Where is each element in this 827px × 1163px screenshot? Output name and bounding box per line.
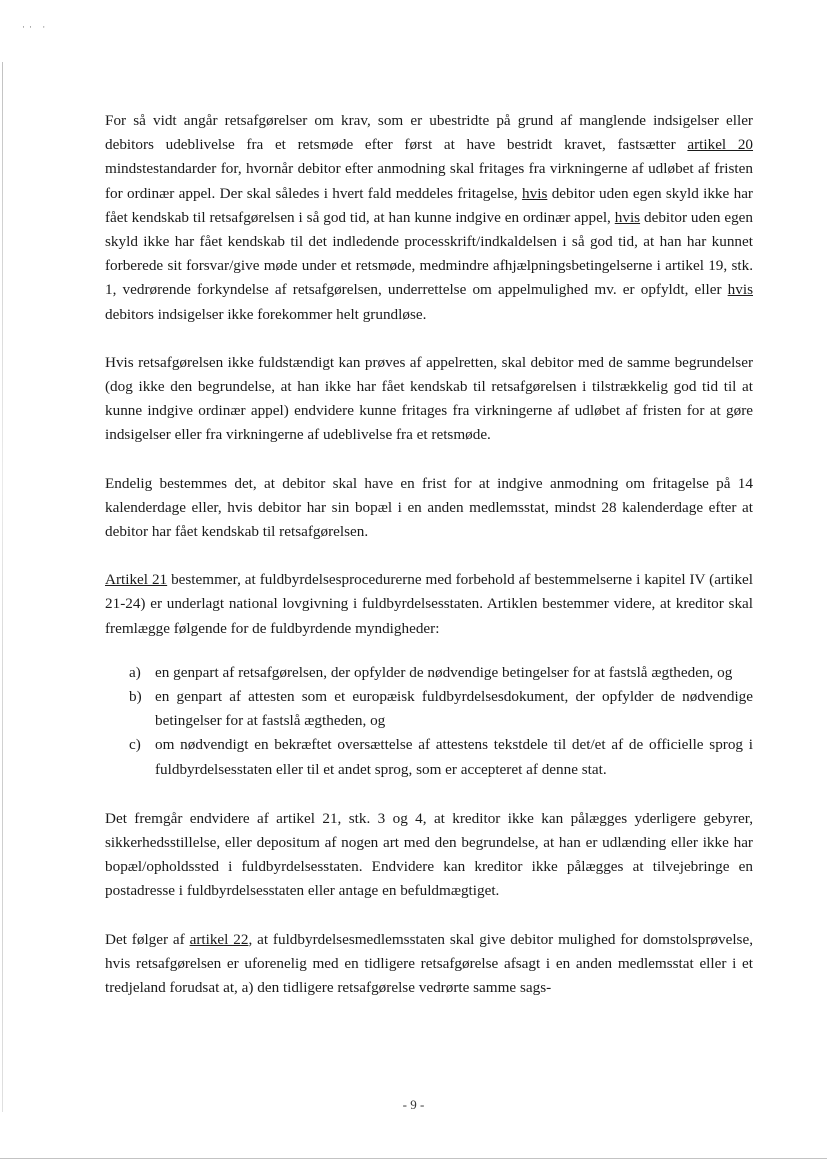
list-marker: a)	[129, 663, 141, 681]
list-marker: b)	[129, 688, 142, 706]
paragraph-5: Det fremgår endvidere af artikel 21, stk. 3 og 4, at kreditor ikke kan pålægges yderligere gebyrer, sikkerhedsstillelse, eller depositum af nogen art med den begrundelse, at han er udlænding eller ikke har bopæl/opholdssted i fuldbyrdelsesstaten. Endvidere kan kreditor ikke pålægges at tilvejebringe en postadresse i fuldbyrdelsesstaten eller antage en befuldmægtiget.	[105, 809, 753, 900]
requirements-list	[105, 661, 753, 782]
scan-specks: ·· ·	[22, 22, 50, 32]
list-item: a) en genpart af retsafgørelsen, der opfylder de nødvendige betingelser for at fastslå ægtheden, og	[105, 661, 753, 685]
page-number: - 9 -	[402, 1097, 425, 1112]
list-item: c) om nødvendigt en bekræftet oversættelse af attestens tekstdele til det/et af de officielle sprog i fuldbyrdelsesstaten eller til et andet sprog, som er accepteret af denne stat.	[105, 733, 753, 781]
paragraph-3: Endelig bestemmes det, at debitor skal have en frist for at indgive anmodning om fritagelse på 14 kalenderdage eller, hvis debitor har sin bopæl i en anden medlemsstat, mindst 28 kalenderdage efter at debitor har fået kendskab til retsafgørelsen.	[105, 474, 753, 541]
emphasis-hvis: hvis	[727, 281, 753, 299]
emphasis-hvis: hvis	[522, 184, 548, 202]
scan-edge-bottom	[0, 1158, 827, 1159]
emphasis-hvis: hvis	[614, 208, 641, 226]
paragraph-6: Det følger af artikel 22, at fuldbyrdelsesmedlemsstaten skal give debitor mulighed for domstolsprøvelse, hvis retsafgørelsen er uforenelig med en tidligere retsafgørelse afsagt i en anden medlemsstat eller i et tredjeland forudsat at, a) den tidligere retsafgørelse vedrørte samme sags-	[105, 930, 753, 997]
reference-artikel-20: artikel 20	[687, 136, 754, 154]
paragraph-4: Artikel 21 bestemmer, at fuldbyrdelsesprocedurerne med forbehold af bestemmelserne i kapitel IV (artikel 21-24) er underlagt national lovgivning i fuldbyrdelsesstaten. Artiklen bestemmer videre, at kreditor skal fremlægge følgende for de fuldbyrdende myndigheder:	[105, 571, 753, 637]
reference-artikel-22: artikel 22	[189, 930, 249, 948]
paragraph-1: For så vidt angår retsafgørelser om krav, som er ubestridte på grund af manglende indsigelser eller debitors udeblivelse fra et retsmøde efter først at have bestridt kravet, fastsætter artikel 20 mindstestandarder for, hvornår debitor efter anmodning skal fritages fra virkningerne af udløbet af fristen for ordinær appel. Der skal således i hvert fald meddeles fritagelse, hvis debitor uden egen skyld ikke har fået kendskab til retsafgørelsen i så god tid, at han kunne indgive en ordinær appel, hvis debitor uden egen skyld ikke har fået kendskab til det indledende processkrift/indkaldelsen i så god tid, at han har kunnet forberede sit forsvar/give møde under et retsmøde, medmindre afhjælpningsbetingelserne i artikel 19, stk. 1, vedrørende forkyndelse af retsafgørelsen, underrettelse om appelmulighed mv. er opfyldt, eller hvis debitors indsigelser ikke forekommer helt grundløse.	[105, 112, 754, 323]
body-text	[105, 109, 753, 1024]
reference-artikel-21: Artikel 21	[105, 571, 168, 589]
scan-edge-left	[2, 62, 3, 1112]
list-item: b) en genpart af attesten som et europæisk fuldbyrdelsesdokument, der opfylder de nødvendige betingelser for at fastslå ægtheden, og	[105, 685, 753, 733]
list-marker: c)	[129, 736, 141, 754]
paragraph-2: Hvis retsafgørelsen ikke fuldstændigt kan prøves af appelretten, skal debitor med de samme begrundelser (dog ikke den begrundelse, at han ikke har fået kendskab til retsafgørelsen i tilstrækkelig god tid til at kunne indgive ordinær appel) endvidere kunne fritages fra virkningerne af udløbet af fristen for at gøre indsigelser eller fra virkningerne af udeblivelse fra et retsmøde.	[105, 353, 753, 444]
